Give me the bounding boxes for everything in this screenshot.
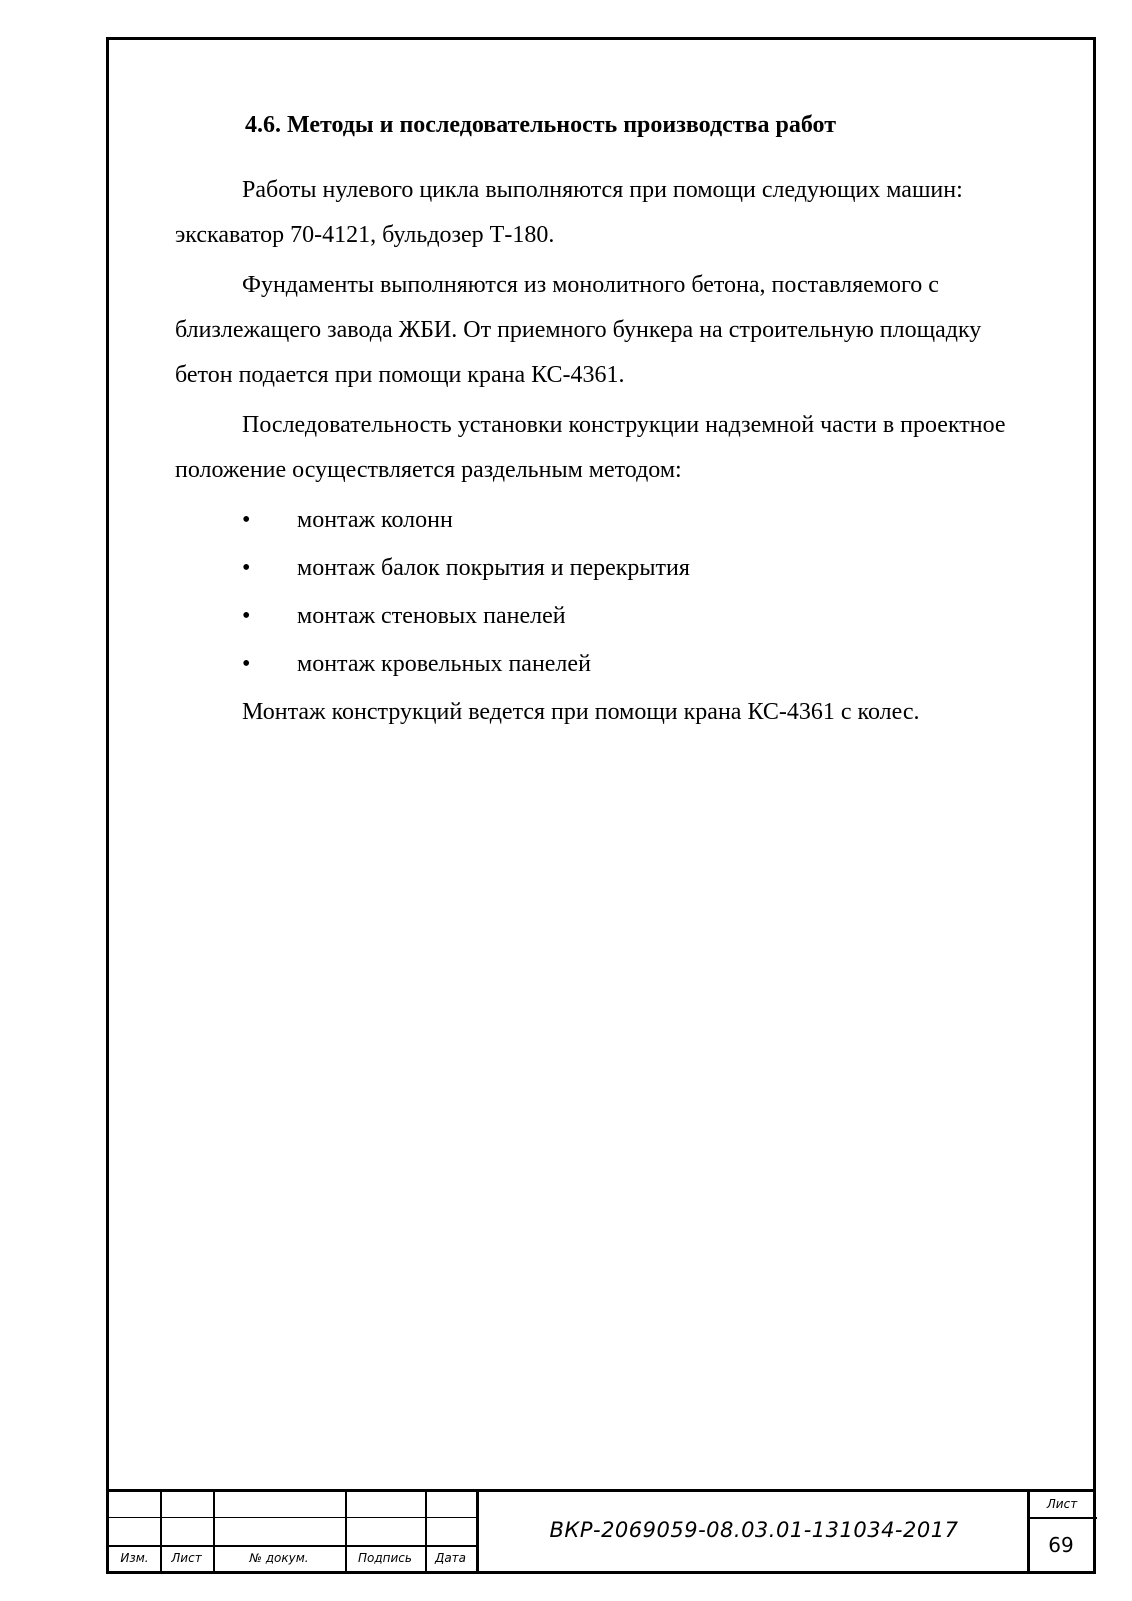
doc-number-label: № докум. [249, 1551, 309, 1565]
list-item [175, 594, 1023, 642]
date-label: Дата [434, 1551, 467, 1565]
list-item [175, 546, 1023, 594]
bullet-icon: • [242, 507, 251, 533]
list-item-text: монтаж балок покрытия и перекрытия [297, 555, 690, 581]
sheet-label: Лист [1046, 1497, 1078, 1511]
document-body [109, 40, 1093, 1571]
title-block [109, 1489, 1093, 1571]
bullet-icon: • [242, 603, 251, 629]
paragraph: Последовательность установки конструкции надземной части в проектное положение осуществляется раздельным методом: [175, 412, 1006, 483]
paragraph: Монтаж конструкций ведется при помощи крана КС-4361 с колес. [242, 699, 920, 725]
list-item-text: монтаж колонн [297, 507, 453, 533]
izm-label: Изм. [120, 1551, 149, 1565]
list-label: Лист [171, 1551, 202, 1565]
list-item-text: монтаж кровельных панелей [297, 651, 591, 677]
bullet-icon: • [242, 651, 251, 677]
paragraph: Работы нулевого цикла выполняются при помощи следующих машин: экскаватор 70-4121, бульдозер Т-180. [175, 177, 963, 248]
list-item [175, 642, 1023, 690]
stamp-row-line [1027, 1517, 1097, 1519]
bullet-list [175, 498, 1023, 690]
page-frame [106, 37, 1096, 1574]
section-text [175, 168, 1023, 740]
stamp-row-line [109, 1517, 476, 1518]
sheet-number: 69 [1048, 1533, 1074, 1557]
section-heading: 4.6. Методы и последовательность производства работ [245, 112, 836, 138]
document-code: ВКР-2069059-08.03.01-131034-2017 [549, 1518, 959, 1542]
bullet-icon: • [242, 555, 251, 581]
list-item-text: монтаж стеновых панелей [297, 603, 566, 629]
list-item [175, 498, 1023, 546]
stamp-row-line [109, 1545, 476, 1547]
signature-label: Подпись [358, 1551, 412, 1565]
paragraph: Фундаменты выполняются из монолитного бетона, поставляемого с близлежащего завода ЖБИ. От приемного бункера на строительную площадку бетон подается при помощи крана КС-4361. [175, 272, 982, 388]
